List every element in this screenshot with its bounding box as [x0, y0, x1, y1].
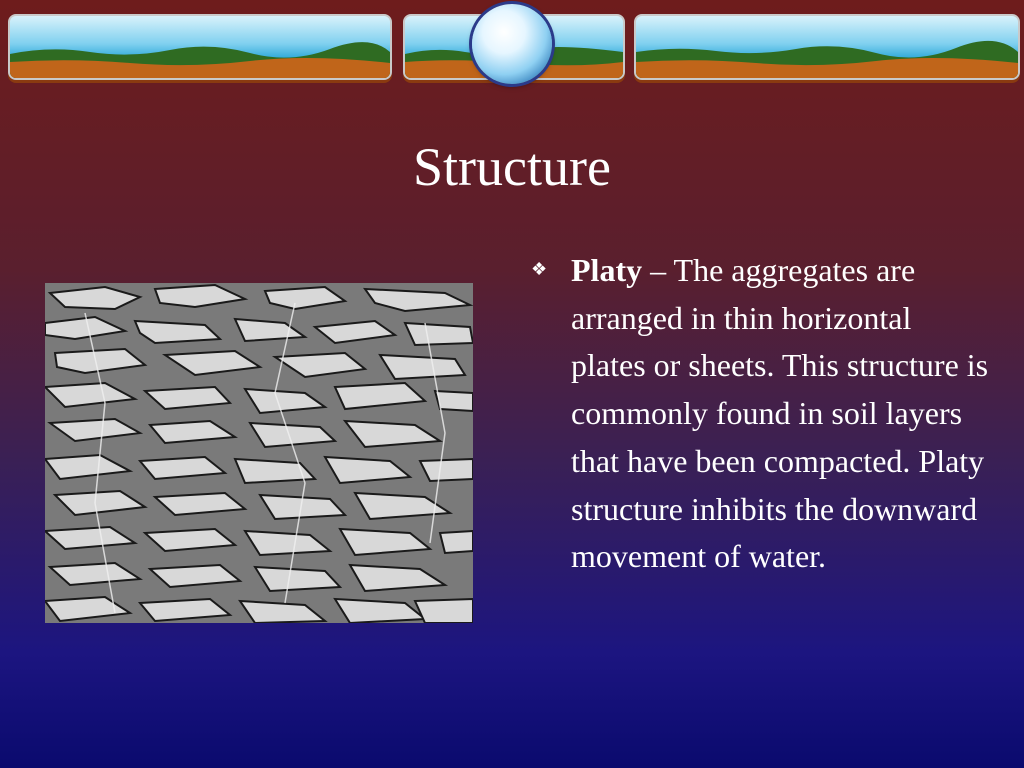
landscape-banner-right	[634, 14, 1020, 80]
soil-texture-image	[45, 283, 473, 623]
landscape-hills-decoration	[636, 16, 1018, 78]
landscape-hills-decoration	[10, 16, 390, 78]
globe-icon	[472, 4, 552, 84]
bullet-item-platy	[571, 247, 993, 581]
landscape-banner-left	[8, 14, 392, 80]
bullet-description: – The aggregates are arranged in thin horizontal plates or sheets. This structure is commonly found in soil layers that have been compacted. Platy structure inhibits the downward movement of water.	[571, 252, 989, 575]
bullet-list	[533, 247, 993, 581]
bullet-term: Platy	[571, 252, 643, 288]
slide-title: Structure	[413, 137, 611, 197]
diamond-bullet-icon: ❖	[531, 259, 548, 279]
platy-soil-photo	[45, 283, 473, 623]
